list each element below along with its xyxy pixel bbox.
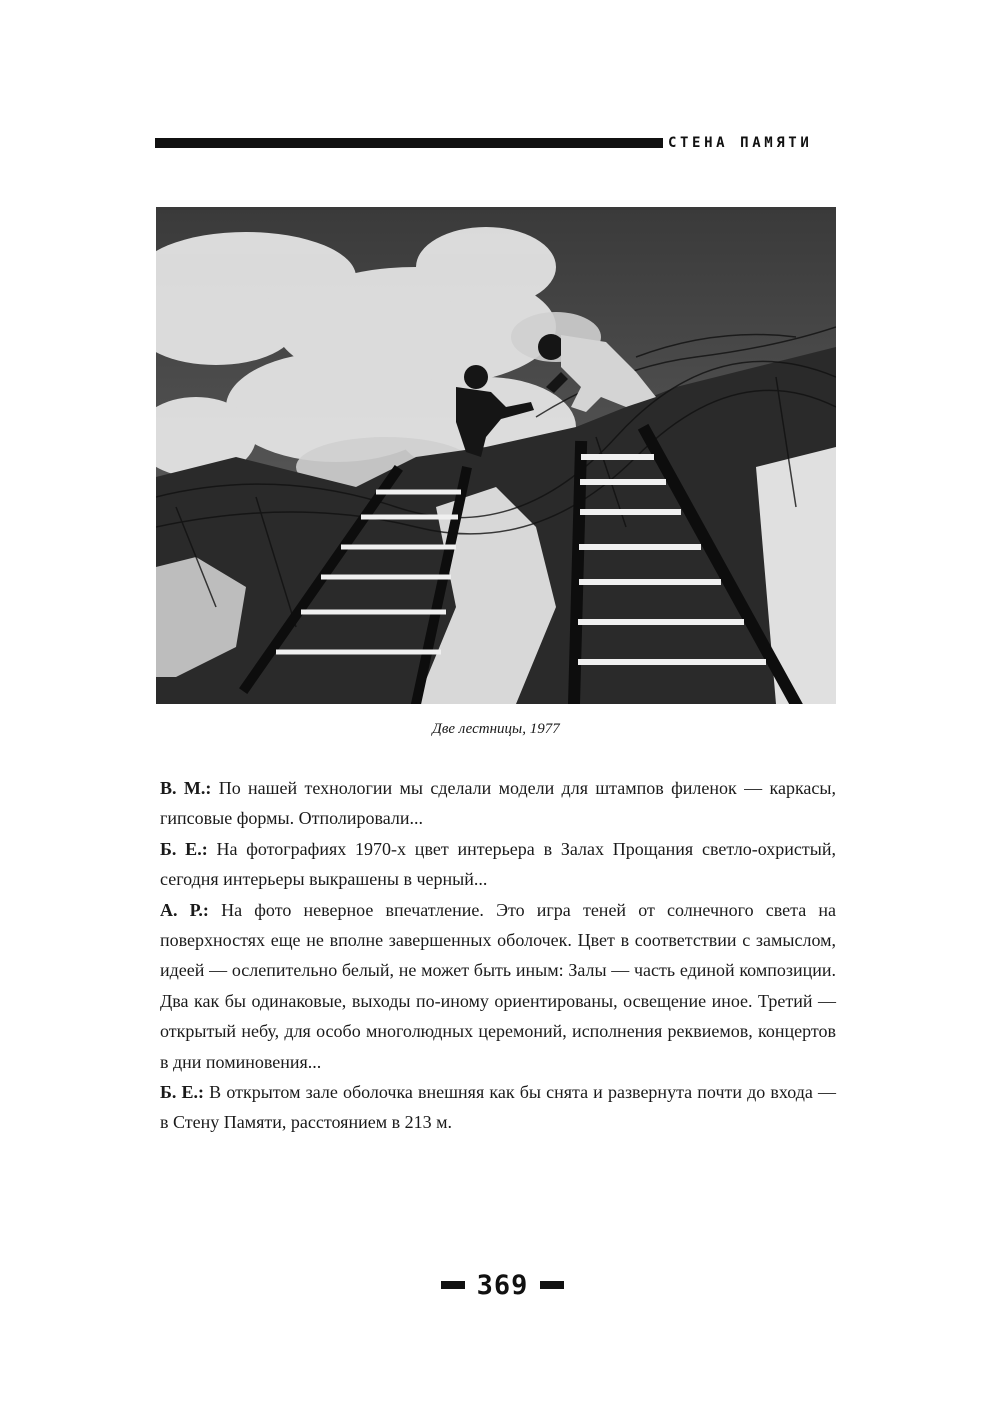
speaker-label: А. Р.: xyxy=(160,899,209,920)
running-header-title: СТЕНА ПАМЯТИ xyxy=(668,135,813,151)
page-number-left-bar xyxy=(441,1281,465,1289)
speaker-label: Б. Е.: xyxy=(160,838,208,859)
dialogue-text: По нашей технологии мы сделали модели для штампов филенок — каркасы, гипсовые формы. Отполировали... xyxy=(160,778,836,829)
dialogue-paragraph xyxy=(160,895,836,1077)
speaker-label: Б. Е.: xyxy=(160,1082,205,1103)
interview-text xyxy=(160,773,836,1138)
header-rule xyxy=(155,138,663,148)
dialogue-paragraph xyxy=(160,834,836,895)
page-number-value: 369 xyxy=(476,1269,529,1301)
dialogue-text: На фото неверное впечатление. Это игра теней от солнечного света на поверхностях еще не вполне завершенных оболочек. Цвет в соответствии с замыслом, идеей — ослепительно белый, не может быть иным: Залы — часть единой композиции. Два как бы одинаковые, выходы по-иному ориентированы, освещение иное. Третий — открытый небу, для особо многолюдных церемоний, исполнения реквиемов, концертов в дни поминовения... xyxy=(160,899,836,1072)
dialogue-text: На фотографиях 1970-х цвет интерьера в Залах Прощания светло-охристый, сегодня интерьеры выкрашены в черный... xyxy=(160,838,836,890)
dialogue-text: В открытом зале оболочка внешняя как бы снята и развернута почти до входа — в Стену Памяти, расстоянием в 213 м. xyxy=(160,1082,836,1133)
dialogue-paragraph xyxy=(160,773,836,834)
dialogue-paragraph xyxy=(160,1077,836,1138)
photo-two-ladders xyxy=(156,207,836,704)
page-number-right-bar xyxy=(540,1281,564,1289)
page-number xyxy=(440,1268,565,1302)
figure-caption: Две лестницы, 1977 xyxy=(432,721,560,737)
speaker-label: В. М.: xyxy=(160,778,212,798)
